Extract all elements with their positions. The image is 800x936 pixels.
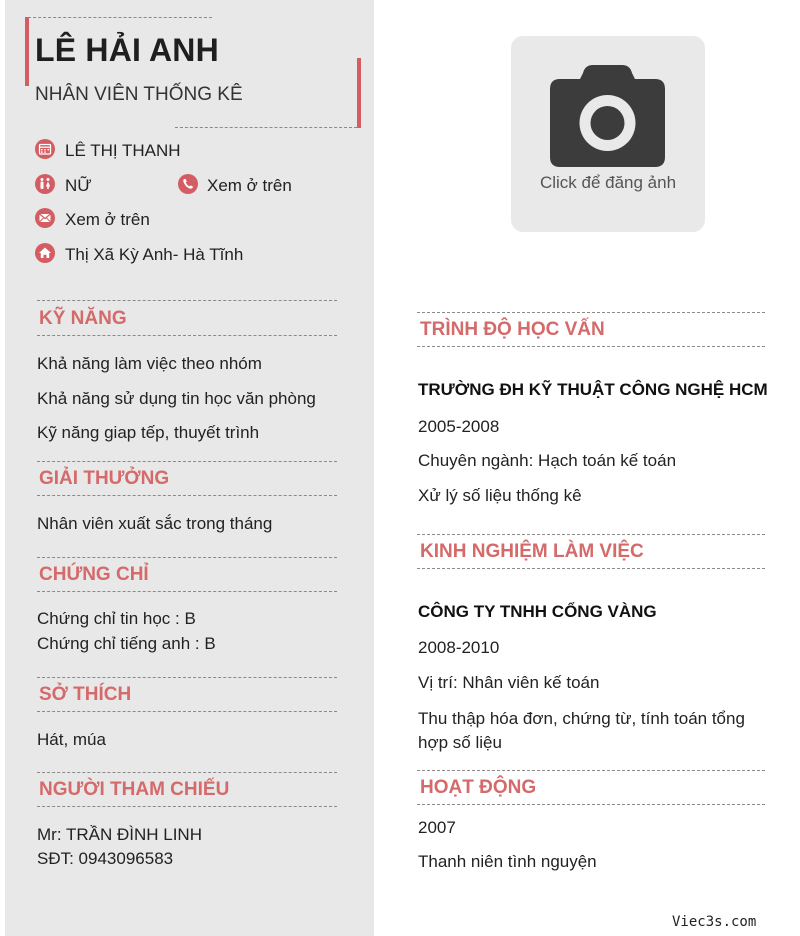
activity-year[interactable]: 2007	[418, 818, 456, 837]
experience-title[interactable]: KINH NGHIỆM LÀM VIỆC	[420, 541, 644, 562]
activity-item[interactable]: Thanh niên tình nguyện	[418, 852, 597, 871]
photo-upload-caption: Click để đăng ảnh	[539, 173, 677, 192]
reference-divider-top	[37, 772, 337, 773]
candidate-job-title[interactable]: NHÂN VIÊN THỐNG KÊ	[35, 84, 243, 105]
education-period[interactable]: 2005-2008	[418, 417, 500, 436]
birth-info[interactable]: LÊ THỊ THANH	[65, 141, 181, 160]
phone-icon	[178, 174, 198, 194]
email-icon	[35, 208, 55, 228]
reference-phone[interactable]: SĐT: 0943096583	[37, 849, 174, 868]
calendar-icon	[35, 139, 55, 159]
skill-item[interactable]: Khả năng sử dụng tin học văn phòng	[37, 389, 316, 408]
hobbies-divider-top	[37, 677, 337, 678]
hobbies-title[interactable]: SỞ THÍCH	[39, 684, 132, 705]
camera-icon	[549, 65, 666, 167]
education-school[interactable]: TRƯỜNG ĐH KỸ THUẬT CÔNG NGHỆ HCM	[418, 380, 768, 399]
education-divider-bottom	[417, 346, 765, 347]
skill-item[interactable]: Khả năng làm việc theo nhóm	[37, 354, 262, 373]
gender-info[interactable]: NỮ	[65, 176, 92, 195]
education-title[interactable]: TRÌNH ĐỘ HỌC VẤN	[420, 319, 605, 340]
header-bottom-divider	[175, 127, 357, 128]
gender-icon	[35, 174, 55, 194]
certificates-title[interactable]: CHỨNG CHỈ	[39, 564, 149, 585]
photo-upload[interactable]	[511, 36, 705, 232]
award-item[interactable]: Nhân viên xuất sắc trong tháng	[37, 514, 273, 533]
reference-divider-bottom	[37, 806, 337, 807]
skills-divider-top	[37, 300, 337, 301]
activities-divider-top	[417, 770, 765, 771]
reference-person[interactable]: Mr: TRẦN ĐÌNH LINH	[37, 825, 202, 844]
experience-description[interactable]: Thu thập hóa đơn, chứng từ, tính toán tổng hợp số liệu	[418, 709, 745, 752]
home-icon	[35, 243, 55, 263]
certificate-item[interactable]: Chứng chỉ tin học : B	[37, 609, 196, 628]
awards-divider-top	[37, 461, 337, 462]
experience-position[interactable]: Vị trí: Nhân viên kế toán	[418, 673, 600, 692]
certificate-item[interactable]: Chứng chỉ tiếng anh : B	[37, 634, 216, 653]
skill-item[interactable]: Kỹ năng giap tếp, thuyết trình	[37, 423, 260, 442]
certificates-divider-top	[37, 557, 337, 558]
activities-title[interactable]: HOẠT ĐỘNG	[420, 777, 537, 798]
reference-title[interactable]: NGƯỜI THAM CHIẾU	[39, 779, 230, 800]
awards-divider-bottom	[37, 495, 337, 496]
education-note[interactable]: Xử lý số liệu thống kê	[418, 486, 582, 505]
experience-divider-top	[417, 534, 765, 535]
footer-brand: Viec3s.com	[672, 914, 757, 930]
candidate-name[interactable]: LÊ HẢI ANH	[35, 32, 219, 68]
header-top-divider	[28, 17, 212, 18]
experience-period[interactable]: 2008-2010	[418, 638, 500, 657]
phone-info[interactable]: Xem ở trên	[207, 176, 292, 195]
hobby-item[interactable]: Hát, múa	[37, 730, 106, 749]
header-left-accent	[25, 17, 29, 86]
skills-title[interactable]: KỸ NĂNG	[39, 308, 127, 329]
address-info[interactable]: Thị Xã Kỳ Anh- Hà Tĩnh	[65, 245, 244, 264]
skills-divider-bottom	[37, 335, 337, 336]
email-info[interactable]: Xem ở trên	[65, 210, 150, 229]
experience-company[interactable]: CÔNG TY TNHH CỔNG VÀNG	[418, 602, 657, 621]
education-divider-top	[417, 312, 765, 313]
hobbies-divider-bottom	[37, 711, 337, 712]
header-right-accent	[357, 58, 361, 128]
awards-title[interactable]: GIẢI THƯỞNG	[39, 468, 170, 489]
education-major[interactable]: Chuyên ngành: Hạch toán kế toán	[418, 451, 677, 470]
activities-divider-bottom	[417, 804, 765, 805]
experience-divider-bottom	[417, 568, 765, 569]
certificates-divider-bottom	[37, 591, 337, 592]
